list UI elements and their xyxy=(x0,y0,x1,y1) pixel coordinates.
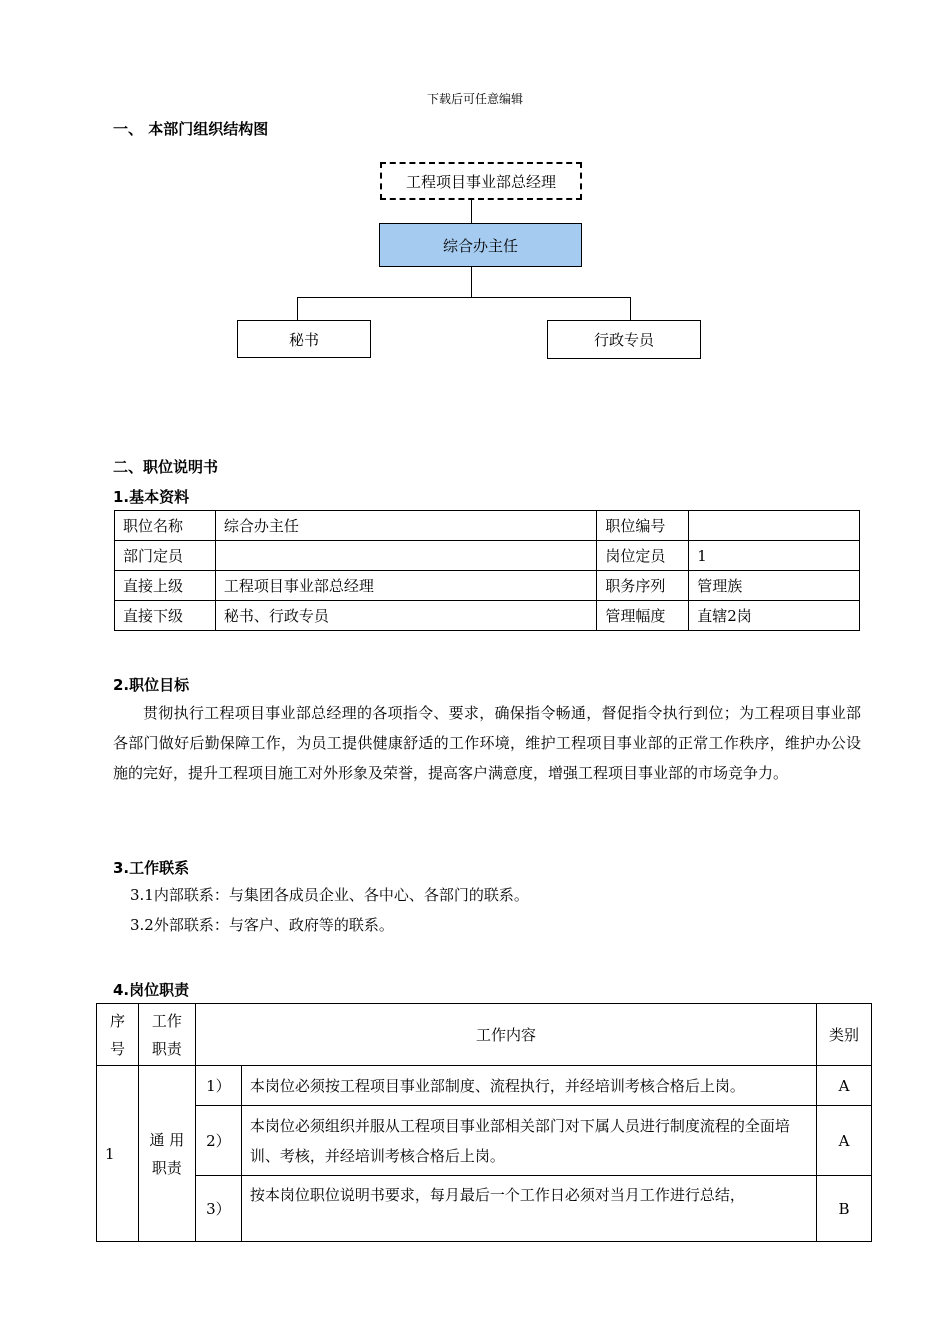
item-index: 3） xyxy=(195,1176,241,1242)
group-name: 通 用 职责 xyxy=(138,1066,195,1242)
header-category: 类别 xyxy=(817,1004,872,1066)
item-text: 本岗位必须组织并服从工程项目事业部相关部门对下属人员进行制度流程的全面培训、考核，并经培训考核合格后上岗。 xyxy=(241,1106,816,1176)
org-connector xyxy=(471,200,472,223)
table-cell: 职务序列 xyxy=(597,571,689,601)
table-cell: 管理幅度 xyxy=(597,601,689,631)
table-row xyxy=(115,541,860,571)
org-node-office-director: 综合办主任 xyxy=(379,223,582,267)
item-index: 1） xyxy=(195,1066,241,1106)
item-text: 按本岗位职位说明书要求，每月最后一个工作日必须对当月工作进行总结， xyxy=(241,1176,816,1242)
table-row xyxy=(97,1106,872,1176)
table-cell: 职位编号 xyxy=(597,511,689,541)
section1-title: 一、 本部门组织结构图 xyxy=(113,120,269,138)
table-cell xyxy=(215,541,596,571)
duties-table xyxy=(96,1003,872,1242)
header-duty: 工作 职责 xyxy=(138,1004,195,1066)
item-text: 本岗位必须按工程项目事业部制度、流程执行，并经培训考核合格后上岗。 xyxy=(241,1066,816,1106)
table-cell: 直接下级 xyxy=(115,601,216,631)
table-cell: 综合办主任 xyxy=(215,511,596,541)
basic-info-title: 1.基本资料 xyxy=(113,488,190,506)
table-cell: 部门定员 xyxy=(115,541,216,571)
table-row xyxy=(115,511,860,541)
goal-paragraph: 贯彻执行工程项目事业部总经理的各项指令、要求，确保指令畅通，督促指令执行到位；为工程项目事业部各部门做好后勤保障工作，为员工提供健康舒适的工作环境，维护工程项目事业部的正常工作秩序，维护办公设施的完好，提升工程项目施工对外形象及荣誉，提高客户满意度，增强工程项目事业部的市场竞争力。 xyxy=(113,704,861,782)
table-header-row xyxy=(97,1004,872,1066)
header-no: 序 号 xyxy=(97,1004,139,1066)
table-cell xyxy=(689,511,860,541)
basic-info-table xyxy=(114,510,860,631)
org-connector xyxy=(471,267,472,297)
table-cell: 秘书、行政专员 xyxy=(215,601,596,631)
org-node-admin-specialist: 行政专员 xyxy=(547,320,701,359)
table-cell: 1 xyxy=(689,541,860,571)
table-row xyxy=(97,1176,872,1242)
item-category: B xyxy=(817,1176,872,1242)
relations-title: 3.工作联系 xyxy=(113,859,190,877)
item-index: 2） xyxy=(195,1106,241,1176)
table-row xyxy=(115,601,860,631)
section2-title: 二、职位说明书 xyxy=(113,458,219,476)
group-no: 1 xyxy=(97,1066,139,1242)
table-cell: 职位名称 xyxy=(115,511,216,541)
goal-title: 2.职位目标 xyxy=(113,676,190,694)
internal-relations: 3.1内部联系：与集团各成员企业、各中心、各部门的联系。 xyxy=(130,886,529,904)
org-connector xyxy=(630,297,631,320)
item-category: A xyxy=(817,1066,872,1106)
table-row xyxy=(97,1066,872,1106)
header-content: 工作内容 xyxy=(195,1004,816,1066)
table-cell: 管理族 xyxy=(689,571,860,601)
external-relations: 3.2外部联系：与客户、政府等的联系。 xyxy=(130,916,394,934)
org-connector xyxy=(297,297,298,320)
item-category: A xyxy=(817,1106,872,1176)
org-connector xyxy=(297,297,631,298)
duties-title: 4.岗位职责 xyxy=(113,981,190,999)
org-node-general-manager: 工程项目事业部总经理 xyxy=(380,162,582,200)
org-node-secretary: 秘书 xyxy=(237,320,371,358)
table-row xyxy=(115,571,860,601)
table-cell: 直辖2岗 xyxy=(689,601,860,631)
header-note: 下载后可任意编辑 xyxy=(426,92,523,106)
table-cell: 岗位定员 xyxy=(597,541,689,571)
table-cell: 直接上级 xyxy=(115,571,216,601)
table-cell: 工程项目事业部总经理 xyxy=(215,571,596,601)
